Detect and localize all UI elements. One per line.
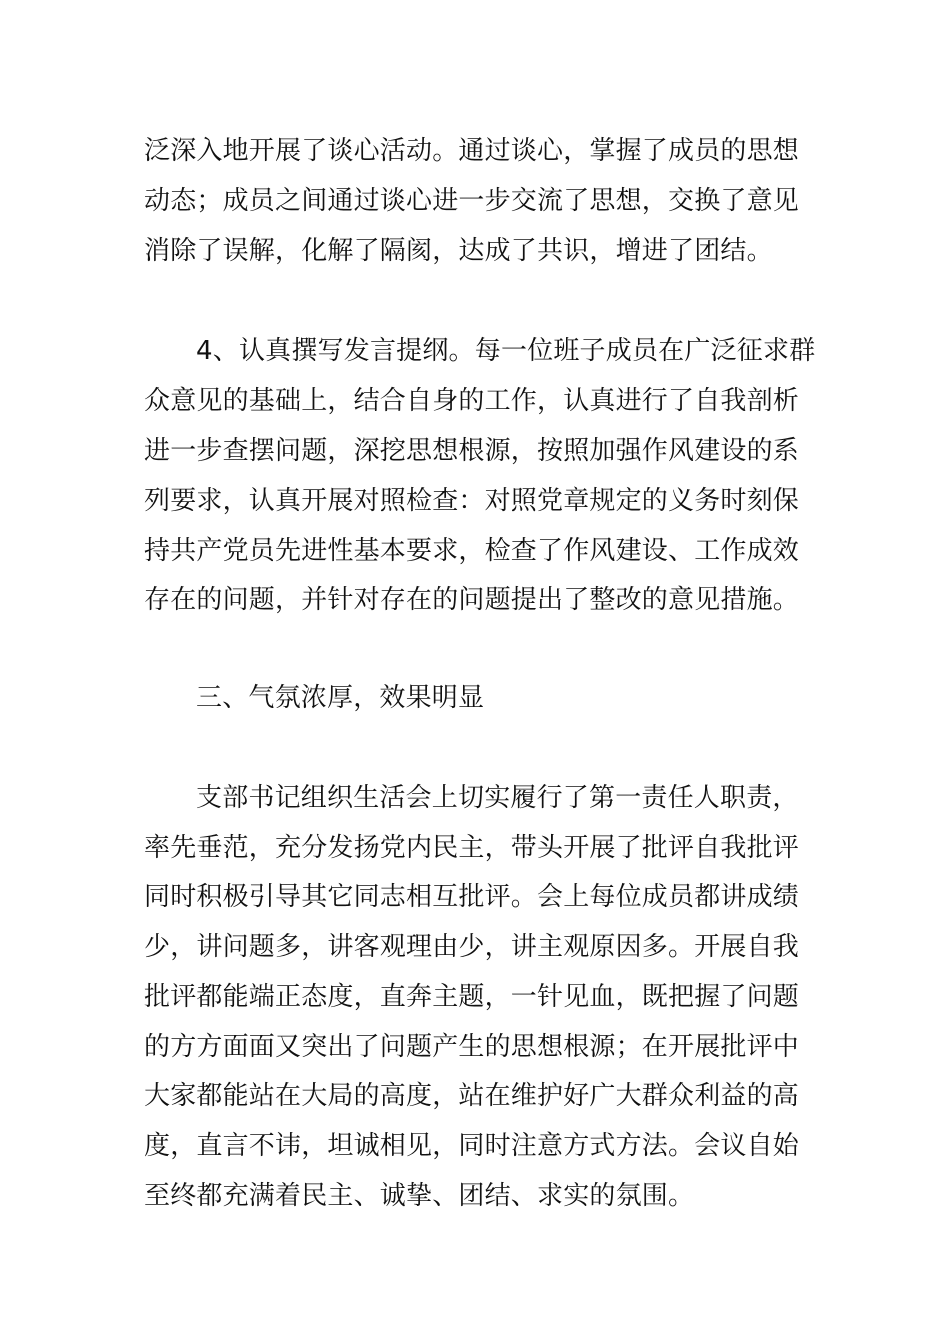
- paragraph-line: 少，讲问题多，讲客观理由少，讲主观原因多。开展自我: [144, 932, 800, 962]
- paragraph-line: 泛深入地开展了谈心活动。通过谈心，掌握了成员的思想: [144, 136, 800, 166]
- paragraph-line: 同时积极引导其它同志相互批评。会上每位成员都讲成绩: [144, 882, 800, 912]
- paragraph-line: 列要求，认真开展对照检查：对照党章规定的义务时刻保: [144, 486, 800, 516]
- paragraph-line: 大家都能站在大局的高度，站在维护好广大群众利益的高: [144, 1081, 800, 1111]
- paragraph-line: 消除了误解，化解了隔阂，达成了共识，增进了团结。: [144, 236, 773, 266]
- paragraph-line: 度，直言不讳，坦诚相见，同时注意方式方法。会议自始: [144, 1131, 800, 1161]
- paragraph-line: 众意见的基础上，结合自身的工作，认真进行了自我剖析: [144, 386, 800, 416]
- paragraph-line: 至终都充满着民主、诚挚、团结、求实的氛围。: [144, 1181, 695, 1211]
- paragraph-line: 率先垂范，充分发扬党内民主，带头开展了批评自我批评: [144, 833, 800, 863]
- paragraph-line: 支部书记组织生活会上切实履行了第一责任人职责，: [196, 783, 799, 813]
- paragraph-line: 的方方面面又突出了问题产生的思想根源；在开展批评中: [144, 1032, 800, 1062]
- paragraph-line: 存在的问题，并针对存在的问题提出了整改的意见措施。: [144, 585, 800, 615]
- section-heading: 三、气氛浓厚，效果明显: [196, 683, 485, 713]
- paragraph-line: 动态；成员之间通过谈心进一步交流了思想，交换了意见: [144, 186, 800, 216]
- paragraph-line: 持共产党员先进性基本要求，检查了作风建设、工作成效: [144, 536, 800, 566]
- paragraph-line: 4、认真撰写发言提纲。每一位班子成员在广泛征求群: [196, 336, 816, 366]
- paragraph-line: 进一步查摆问题，深挖思想根源，按照加强作风建设的系: [144, 436, 800, 466]
- paragraph-line: 批评都能端正态度，直奔主题，一针见血，既把握了问题: [144, 982, 800, 1012]
